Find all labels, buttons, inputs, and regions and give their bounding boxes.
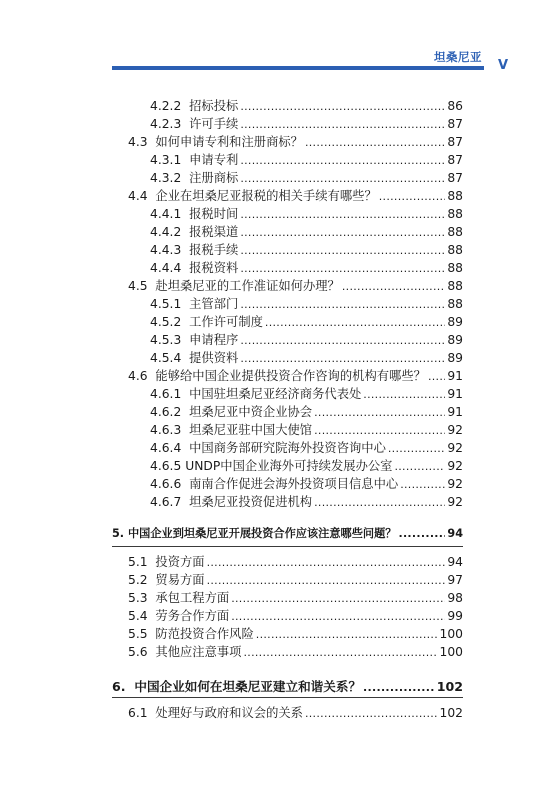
toc-title: 中国企业到坦桑尼亚开展投资合作应该注意哪些问题？ (127, 527, 397, 540)
toc-title: 报税渠道 (189, 225, 239, 239)
toc-entry-4-6[interactable] (128, 366, 463, 384)
toc-title: 贸易方面 (155, 573, 205, 587)
dot-leader (379, 190, 446, 203)
dot-leader (231, 592, 445, 605)
toc-entry-4-5-2[interactable] (150, 312, 463, 330)
chapter-divider (112, 697, 463, 698)
toc-page: 91 (447, 369, 463, 383)
dot-leader (240, 208, 445, 221)
toc-entry-5-4[interactable] (128, 606, 463, 624)
toc-title: 如何申请专利和注册商标？ (155, 135, 303, 149)
toc-title: 南南合作促进会海外投资项目信息中心 (189, 477, 399, 491)
dot-leader (363, 681, 435, 694)
page-number: V (497, 58, 509, 73)
toc-title: 提供资料 (189, 351, 239, 365)
dot-leader (231, 610, 445, 623)
toc-page: 89 (447, 315, 463, 329)
toc-number: 4.4.2 (150, 225, 182, 239)
toc-page: 92 (447, 459, 463, 473)
toc-number: 4.5.3 (150, 333, 182, 347)
dot-leader (256, 628, 438, 641)
dot-leader (240, 334, 445, 347)
toc-entry-4-3-1[interactable] (150, 150, 463, 168)
dot-leader (314, 496, 445, 509)
toc-entry-4-6-2[interactable] (150, 402, 463, 420)
toc-entry-4-6-5[interactable] (150, 456, 463, 474)
toc-number: 5.4 (128, 609, 148, 623)
toc-page: 99 (447, 609, 463, 623)
toc-title: 处理好与政府和议会的关系 (155, 706, 303, 720)
toc-number: 4.4.4 (150, 261, 182, 275)
toc-title: 中国企业如何在坦桑尼亚建立和谐关系？ (134, 679, 362, 694)
dot-leader (240, 244, 445, 257)
toc-number: 4.6.7 (150, 495, 182, 509)
toc-title: 招标投标 (189, 99, 239, 113)
toc-entry-4-4-3[interactable] (150, 240, 463, 258)
toc-number: 4.5.1 (150, 297, 182, 311)
dot-leader (240, 352, 445, 365)
dot-leader (240, 262, 445, 275)
toc-title: 其他应注意事项 (155, 645, 242, 659)
toc-page: 92 (447, 423, 463, 437)
dot-leader (314, 406, 445, 419)
toc-page: 88 (447, 297, 463, 311)
toc-entry-4-4[interactable] (128, 186, 463, 204)
dot-leader (207, 574, 446, 587)
toc-title: 坦桑尼亚中资企业协会 (189, 405, 313, 419)
toc-number: 4.5 (128, 279, 148, 293)
toc-title: 主管部门 (189, 297, 239, 311)
toc-title: 申请程序 (189, 333, 239, 347)
toc-page: 94 (447, 527, 463, 540)
toc-page: 88 (447, 243, 463, 257)
toc-number: 4.6.4 (150, 441, 182, 455)
toc-chapter-6[interactable] (112, 676, 463, 694)
toc-number: 4.2.3 (150, 117, 182, 131)
toc-page: 88 (447, 279, 463, 293)
dot-leader (400, 478, 445, 491)
toc-number: 5.5 (128, 627, 148, 641)
toc-number: 5.2 (128, 573, 148, 587)
toc-title: 中国驻坦桑尼亚经济商务代表处 (189, 387, 362, 401)
toc-page: 92 (447, 441, 463, 455)
toc-title: 注册商标 (189, 171, 239, 185)
toc-page: 88 (447, 261, 463, 275)
dot-leader (240, 298, 445, 311)
dot-leader (305, 136, 445, 149)
toc-entry-5-6[interactable] (128, 642, 463, 660)
toc-entry-4-6-7[interactable] (150, 492, 463, 510)
dot-leader (363, 388, 445, 401)
toc-title: 报税时间 (189, 207, 239, 221)
toc-title: 企业在坦桑尼亚报税的相关手续有哪些？ (155, 189, 377, 203)
toc-number: 5.6 (128, 645, 148, 659)
toc-entry-4-2-3[interactable] (150, 114, 463, 132)
toc-title: 许可手续 (189, 117, 239, 131)
toc-number: 5.3 (128, 591, 148, 605)
dot-leader (398, 527, 445, 540)
toc-entry-4-5[interactable] (128, 276, 463, 294)
toc-chapter-5[interactable] (112, 525, 463, 543)
toc-entry-4-6-3[interactable] (150, 420, 463, 438)
toc-entry-4-5-1[interactable] (150, 294, 463, 312)
toc-entry-4-5-4[interactable] (150, 348, 463, 366)
toc-page: 89 (447, 351, 463, 365)
running-header-title: 坦桑尼亚 (434, 50, 482, 64)
toc-title: 承包工程方面 (155, 591, 230, 605)
toc-title: UNDP中国企业海外可持续发展办公室 (185, 459, 393, 473)
toc-title: 赴坦桑尼亚的工作准证如何办理？ (155, 279, 340, 293)
toc-number: 4.4.1 (150, 207, 182, 221)
toc-number: 4.3 (128, 135, 148, 149)
toc-page: 97 (447, 573, 463, 587)
toc-entry-5-3[interactable] (128, 588, 463, 606)
toc-page: 88 (447, 189, 463, 203)
toc-title: 投资方面 (155, 555, 205, 569)
toc-title: 申请专利 (189, 153, 239, 167)
toc-entry-4-3-2[interactable] (150, 168, 463, 186)
dot-leader (243, 646, 437, 659)
toc-entry-5-2[interactable] (128, 570, 463, 588)
toc-entry-4-6-6[interactable] (150, 474, 463, 492)
toc-entry-4-4-2[interactable] (150, 222, 463, 240)
toc-entry-5-5[interactable] (128, 624, 463, 642)
toc-number: 4.6.1 (150, 387, 182, 401)
toc-page: 87 (447, 171, 463, 185)
dot-leader (388, 442, 445, 455)
toc-number: 4.4 (128, 189, 148, 203)
toc-page: 100 (439, 645, 463, 659)
toc-number: 5. (112, 527, 125, 540)
toc-number: 4.5.4 (150, 351, 182, 365)
toc-page: 87 (447, 117, 463, 131)
toc-page: 92 (447, 495, 463, 509)
dot-leader (428, 370, 445, 383)
toc-title: 中国商务部研究院海外投资咨询中心 (189, 441, 386, 455)
toc-page: 100 (439, 627, 463, 641)
toc-entry-4-4-4[interactable] (150, 258, 463, 276)
dot-leader (305, 707, 438, 720)
dot-leader (240, 118, 445, 131)
toc-page: 86 (447, 99, 463, 113)
dot-leader (207, 556, 446, 569)
toc-page: 87 (447, 135, 463, 149)
dot-leader (240, 154, 445, 167)
toc-page: 98 (447, 591, 463, 605)
toc-entry-4-6-1[interactable] (150, 384, 463, 402)
toc-number: 4.6.5 (150, 459, 182, 473)
toc-title: 能够给中国企业提供投资合作咨询的机构有哪些？ (155, 369, 426, 383)
toc-title: 坦桑尼亚投资促进机构 (189, 495, 313, 509)
dot-leader (240, 172, 445, 185)
toc-title: 报税资料 (189, 261, 239, 275)
toc-entry-4-5-3[interactable] (150, 330, 463, 348)
toc-number: 6.1 (128, 706, 148, 720)
toc-number: 4.5.2 (150, 315, 182, 329)
toc-page: 87 (447, 153, 463, 167)
toc-entry-6-1[interactable] (128, 703, 463, 721)
dot-leader (342, 280, 445, 293)
toc-entry-5-1[interactable] (128, 552, 463, 570)
toc-title: 劳务合作方面 (155, 609, 230, 623)
toc-number: 5.1 (128, 555, 148, 569)
toc-title: 坦桑尼亚驻中国大使馆 (189, 423, 313, 437)
toc-entry-4-4-1[interactable] (150, 204, 463, 222)
toc-title: 工作许可制度 (189, 315, 263, 329)
toc-page: 88 (447, 225, 463, 239)
toc-number: 4.6 (128, 369, 148, 383)
dot-leader (240, 100, 445, 113)
dot-leader (394, 460, 445, 473)
toc-number: 4.6.3 (150, 423, 182, 437)
toc-number: 4.3.2 (150, 171, 182, 185)
toc-page: 94 (447, 555, 463, 569)
toc-page: 91 (447, 387, 463, 401)
toc-number: 6. (112, 679, 126, 694)
toc-entry-4-3[interactable] (128, 132, 463, 150)
toc-title: 防范投资合作风险 (155, 627, 254, 641)
toc-entry-4-2-2[interactable] (150, 96, 463, 114)
header-rule (112, 66, 484, 70)
chapter-divider (112, 546, 463, 547)
toc-number: 4.4.3 (150, 243, 182, 257)
toc-page: 91 (447, 405, 463, 419)
toc-page: 88 (447, 207, 463, 221)
toc-page: 89 (447, 333, 463, 347)
dot-leader (314, 424, 445, 437)
dot-leader (265, 316, 445, 329)
toc-number: 4.6.2 (150, 405, 182, 419)
toc-page: 92 (447, 477, 463, 491)
toc-number: 4.2.2 (150, 99, 182, 113)
toc-page: 102 (439, 706, 463, 720)
toc-page: 102 (436, 679, 463, 694)
toc-title: 报税手续 (189, 243, 239, 257)
toc-number: 4.6.6 (150, 477, 182, 491)
toc-entry-4-6-4[interactable] (150, 438, 463, 456)
toc-number: 4.3.1 (150, 153, 182, 167)
dot-leader (240, 226, 445, 239)
